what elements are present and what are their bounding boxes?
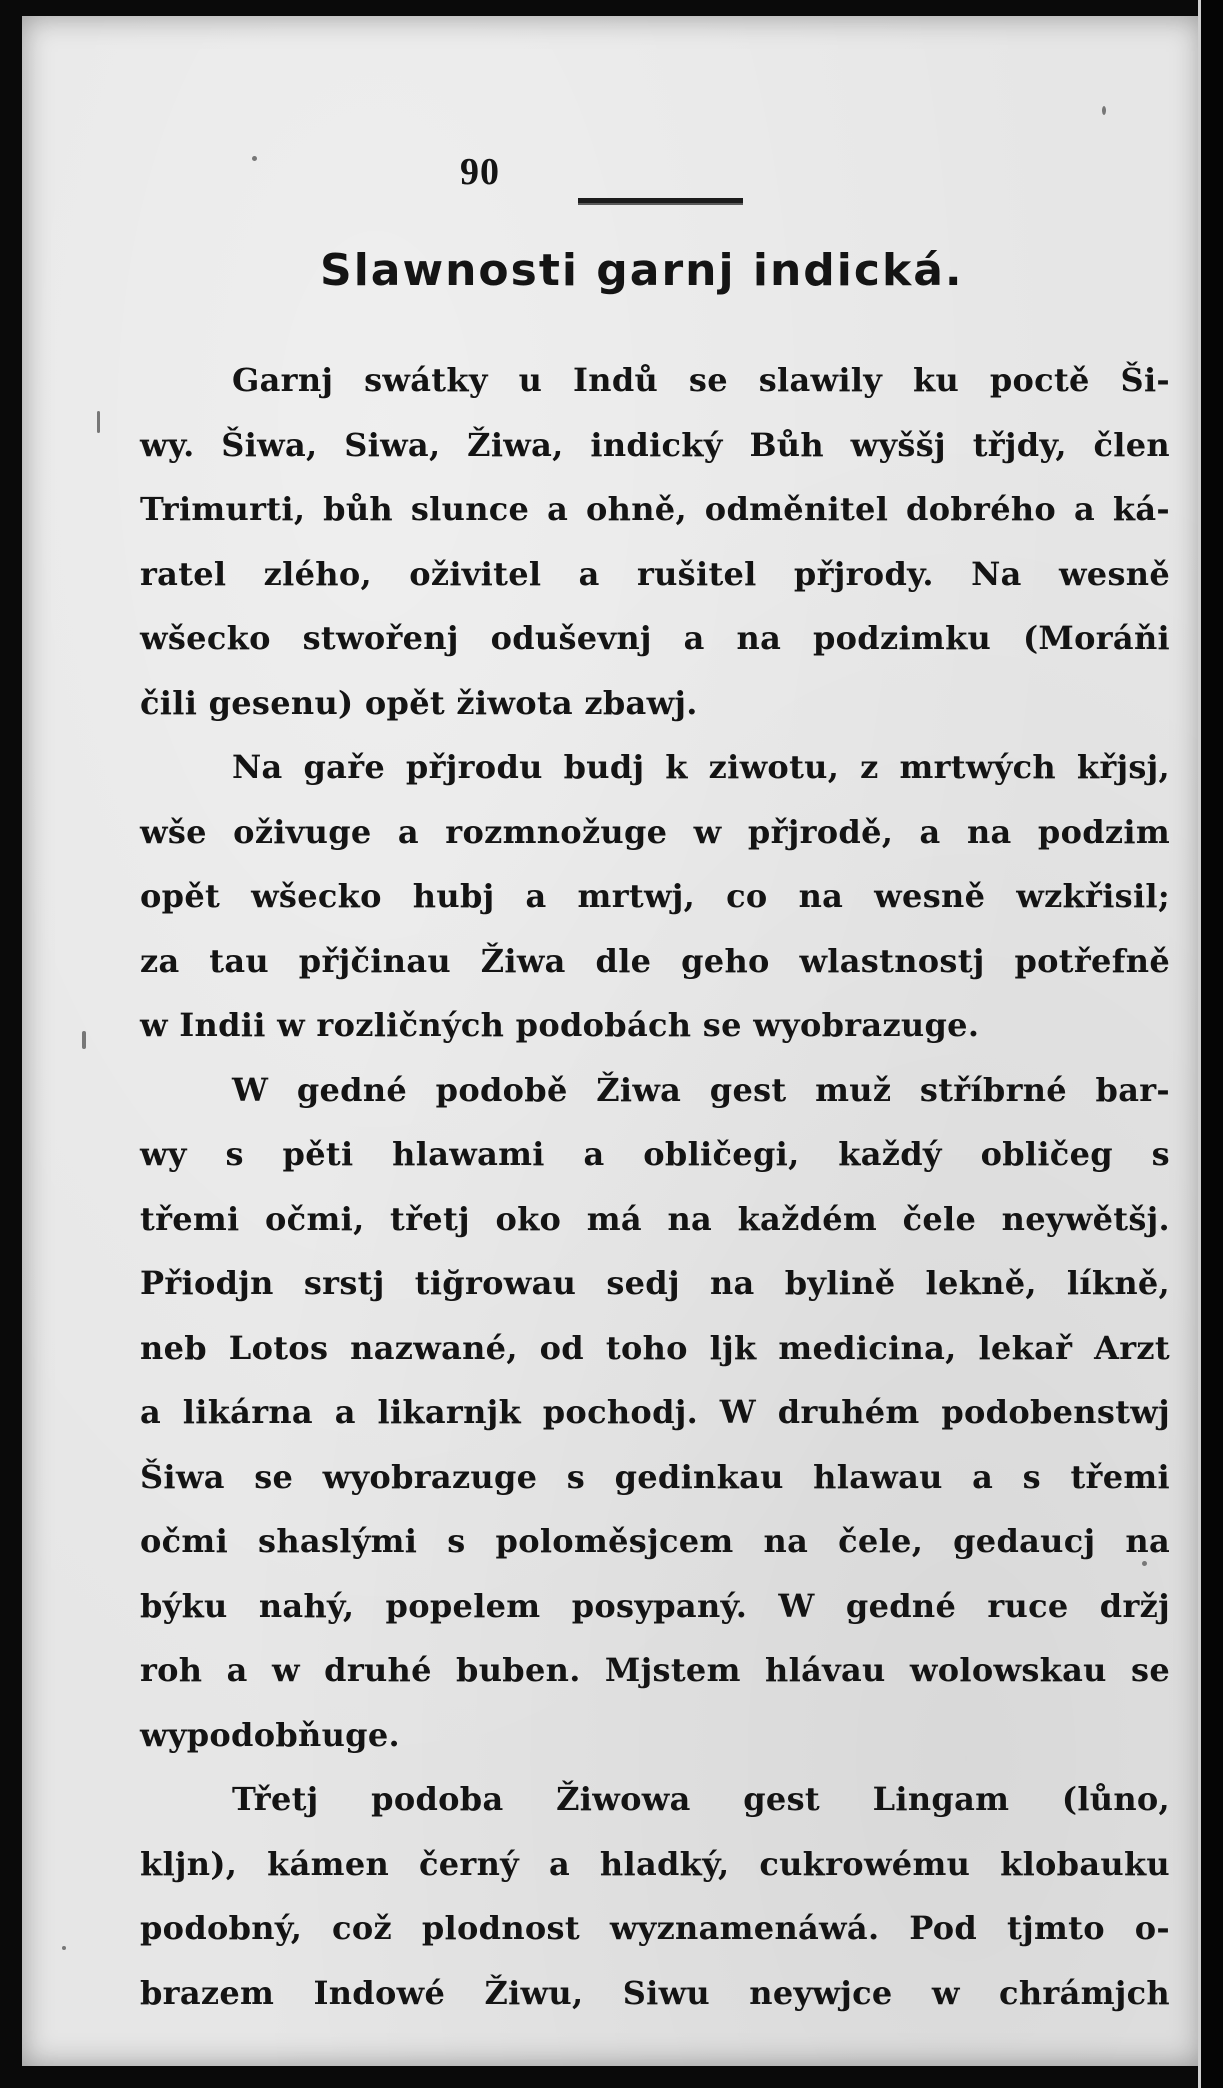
paragraph-3 xyxy=(140,1058,1170,1768)
text-line: Přiodjn srstj tiğrowau sedj na bylině lekně, líkně, xyxy=(140,1264,1170,1302)
text-line: kljn), kámen černý a hladký, cukrowému klobauku xyxy=(140,1844,1170,1883)
text-line: neb Lotos nazwané, od toho ljk medicina, lekař Arzt xyxy=(140,1328,1170,1367)
text-line: očmi shaslými s poloměsjcem na čele, gedaucj na xyxy=(140,1522,1170,1560)
paragraph-2 xyxy=(140,735,1170,1058)
text-line: Trimurti, bůh slunce a ohně, odměnitel dobrého a ká- xyxy=(140,490,1170,528)
paragraph-1 xyxy=(140,348,1170,735)
text-line: Šiwa se wyobrazuge s gedinkau hlawau a s třemi xyxy=(140,1457,1170,1496)
text-line: opět wšecko hubj a mrtwj, co na wesně wzkřisil; xyxy=(140,877,1170,915)
paper-speck xyxy=(82,1031,86,1049)
text-line: Třetj podoba Žiwowa gest Lingam (lůno, xyxy=(232,1780,1170,1818)
page-number-rule xyxy=(578,198,743,205)
text-line: roh a w druhé buben. Mjstem hlávau wolowskau se xyxy=(140,1651,1170,1689)
text-line: wšecko stwořenj oduševnj a na podzimku (Moráňi xyxy=(140,619,1170,657)
page-number: 90 xyxy=(460,151,500,193)
text-line: wy. Šiwa, Siwa, Žiwa, indický Bůh wyššj třjdy, člen xyxy=(140,425,1170,464)
text-line: podobný, což plodnost wyznamenáwá. Pod tjmto o- xyxy=(140,1909,1170,1947)
text-line: ratel zlého, oživitel a rušitel přjrody. Na wesně xyxy=(140,554,1170,593)
text-line: W gedné podobě Žiwa gest muž stříbrné bar- xyxy=(232,1070,1170,1109)
text-line: za tau přjčinau Žiwa dle geho wlastnostj potřefně xyxy=(140,941,1170,980)
paper-speck xyxy=(97,411,100,433)
page-edge-shadow xyxy=(1198,0,1223,2088)
paragraph-4 xyxy=(140,1767,1170,2025)
text-line: Garnj swátky u Indů se slawily ku poctě Ši- xyxy=(232,361,1170,399)
text-line: brazem Indowé Žiwu, Siwu neywjce w chrámjch xyxy=(140,1973,1170,2012)
text-line: w Indii w rozličných podobách se wyobrazuge. xyxy=(140,1006,980,1044)
paper-speck xyxy=(62,1946,66,1950)
text-line: wy s pěti hlawami a obličegi, každý obličeg s xyxy=(140,1135,1170,1173)
text-line: Na gaře přjrodu budj k ziwotu, z mrtwých křjsj, xyxy=(232,748,1170,786)
text-line: wypodobňuge. xyxy=(140,1715,400,1754)
text-line: a likárna a likarnjk pochodj. W druhém podobenstwj xyxy=(140,1393,1170,1431)
chapter-title: Slawnosti garnj indická. xyxy=(320,245,964,296)
paper-speck xyxy=(1102,106,1106,115)
text-line: třemi očmi, třetj oko má na každém čele neywětšj. xyxy=(140,1199,1170,1238)
text-line: býku nahý, popelem posypaný. W gedné ruce držj xyxy=(140,1586,1170,1625)
text-line: wše oživuge a rozmnožuge w přjrodě, a na podzim xyxy=(140,812,1170,851)
text-line: čili gesenu) opět žiwota zbawj. xyxy=(140,683,698,722)
page-text xyxy=(140,150,1170,2025)
